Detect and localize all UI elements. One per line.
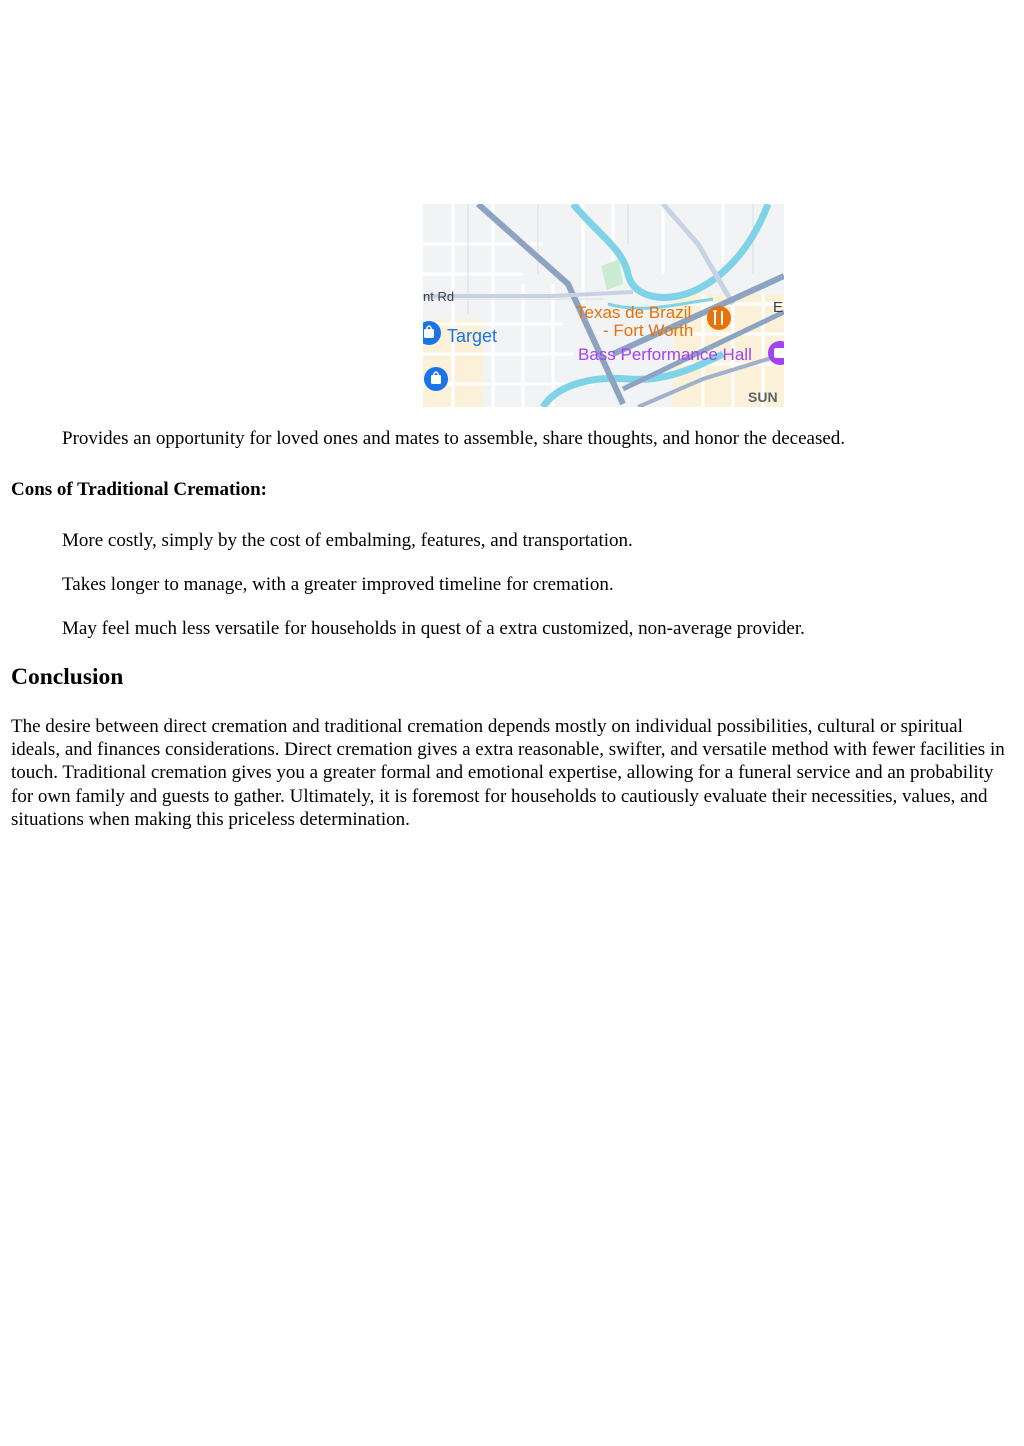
map-label-district: SUN: [748, 389, 778, 405]
map-graphic: [423, 204, 784, 407]
map-label-restaurant-line2: - Fort Worth: [603, 321, 694, 340]
fork-knife-icon: [707, 306, 731, 330]
cons-heading: Cons of Traditional Cremation:: [11, 479, 267, 500]
cons-item-2: Takes longer to manage, with a greater improved timeline for cremation.: [62, 574, 614, 595]
conclusion-body: The desire between direct cremation and traditional cremation depends mostly on individual possibilities, cultural or spiritual ideals, and finances considerations. Direct cremation gives a extra reasonable, swifter, and versatile method with fewer facilities in touch. Traditional cremation gives you a greater formal and emotional expertise, allowing for a funeral service and an probability for own family and guests to gather. Ultimately, it is foremost for households to cautiously evaluate their necessities, values, and situations when making this priceless determination.: [11, 716, 1005, 830]
map-label-store: Target: [447, 326, 498, 346]
intro-paragraph: Provides an opportunity for loved ones and mates to assemble, share thoughts, and honor the deceased.: [62, 428, 846, 449]
map-image: [423, 204, 784, 407]
map-park: [601, 259, 623, 290]
map-label-venue: Bass Performance Hall: [578, 345, 752, 364]
shopping-bag-icon: [424, 367, 448, 391]
conclusion-heading: Conclusion: [11, 664, 124, 690]
cons-item-1: More costly, simply by the cost of embalming, features, and transportation.: [62, 530, 633, 551]
map-label-restaurant-line1: Texas de Brazil: [576, 303, 692, 322]
cons-item-3: May feel much less versatile for households in quest of a extra customized, non-average provider.: [62, 618, 805, 639]
map-river: [573, 204, 768, 297]
map-label-road: nt Rd: [423, 289, 455, 304]
map-label-edge: E: [773, 299, 784, 316]
